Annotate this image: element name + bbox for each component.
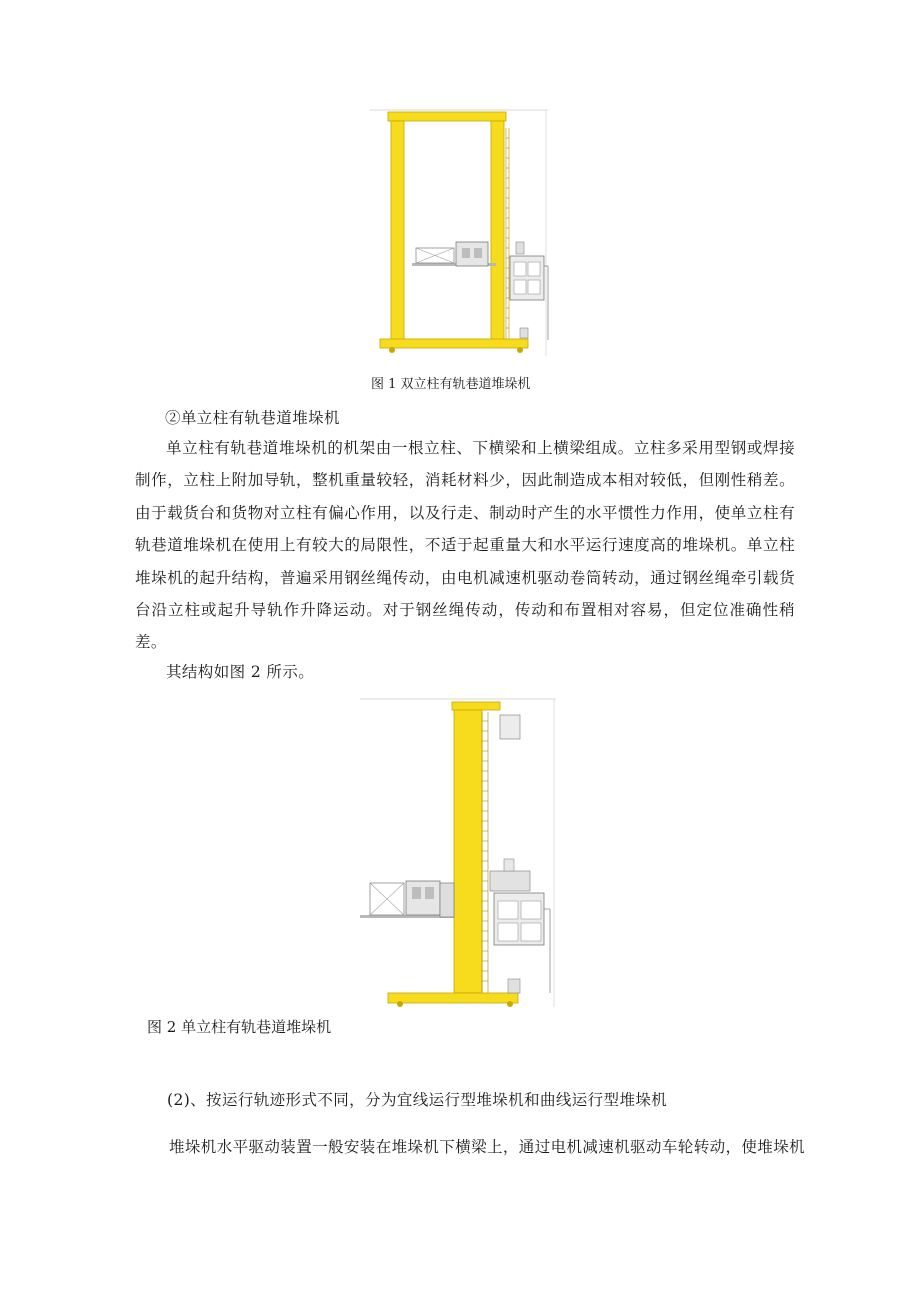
top-guide-box: [500, 715, 520, 739]
wheel-left: [397, 1001, 403, 1007]
figure-2-single-column-stacker: [360, 697, 560, 1009]
motor: [504, 859, 514, 871]
right-column: [491, 121, 504, 341]
subsection-heading: (2)、按运行轨迹形式不同，分为宜线运行型堆垛机和曲线运行型堆垛机: [167, 1091, 668, 1109]
single-column: [454, 710, 482, 993]
figure-2-reference: 其结构如图 2 所示。: [166, 663, 315, 681]
top-beam: [452, 702, 500, 710]
section-heading: ②单立柱有轨巷道堆垛机: [165, 409, 340, 427]
carriage: [406, 881, 440, 915]
carriage: [456, 242, 488, 266]
ladder: [482, 712, 488, 993]
carriage-guide: [440, 883, 454, 917]
left-column: [391, 121, 404, 341]
motor-unit: [490, 871, 530, 891]
drive-unit: [508, 979, 520, 993]
wheel-right: [507, 1001, 513, 1007]
paragraph-body-3: 堆垛机水平驱动装置一般安装在堆垛机下横梁上，通过电机减速机驱动车轮转动，使堆垛机: [169, 1138, 806, 1156]
ladder: [506, 128, 509, 340]
wheel-left: [389, 347, 395, 353]
motor: [516, 242, 524, 254]
figure-2-caption: 图 2 单立柱有轨巷道堆垛机: [147, 1018, 332, 1036]
figure-1-caption: 图 1 双立柱有轨巷道堆垛机: [371, 377, 531, 392]
drive-unit: [520, 328, 528, 338]
top-beam: [388, 112, 506, 121]
bottom-beam: [380, 339, 528, 348]
paragraph-body-1: 单立柱有轨巷道堆垛机的机架由一根立柱、下横梁和上横梁组成。立柱多采用型钢或焊接制作，立柱上附加导轨，整机重量较轻，消耗材料少，因此制造成本相对较低，但刚性稍差。由于载货台和货物对立柱有偏心作用，以及行走、制动时产生的水平惯性力作用，使单立柱有轨巷道堆垛机在使用上有较大的局限性，不适于起重量大和水平运行速度高的堆垛机。单立柱堆垛机的起升结构，普遍采用钢丝绳传动，由电机减速机驱动卷筒转动，通过钢丝绳牵引载货台沿立柱或起升导轨作升降运动。对于钢丝绳传动，传动和布置相对容易，但定位准确性稍差。: [135, 439, 795, 652]
bottom-beam: [388, 993, 518, 1003]
wheel-right: [517, 347, 523, 353]
figure-1-double-column-stacker: [370, 108, 550, 358]
